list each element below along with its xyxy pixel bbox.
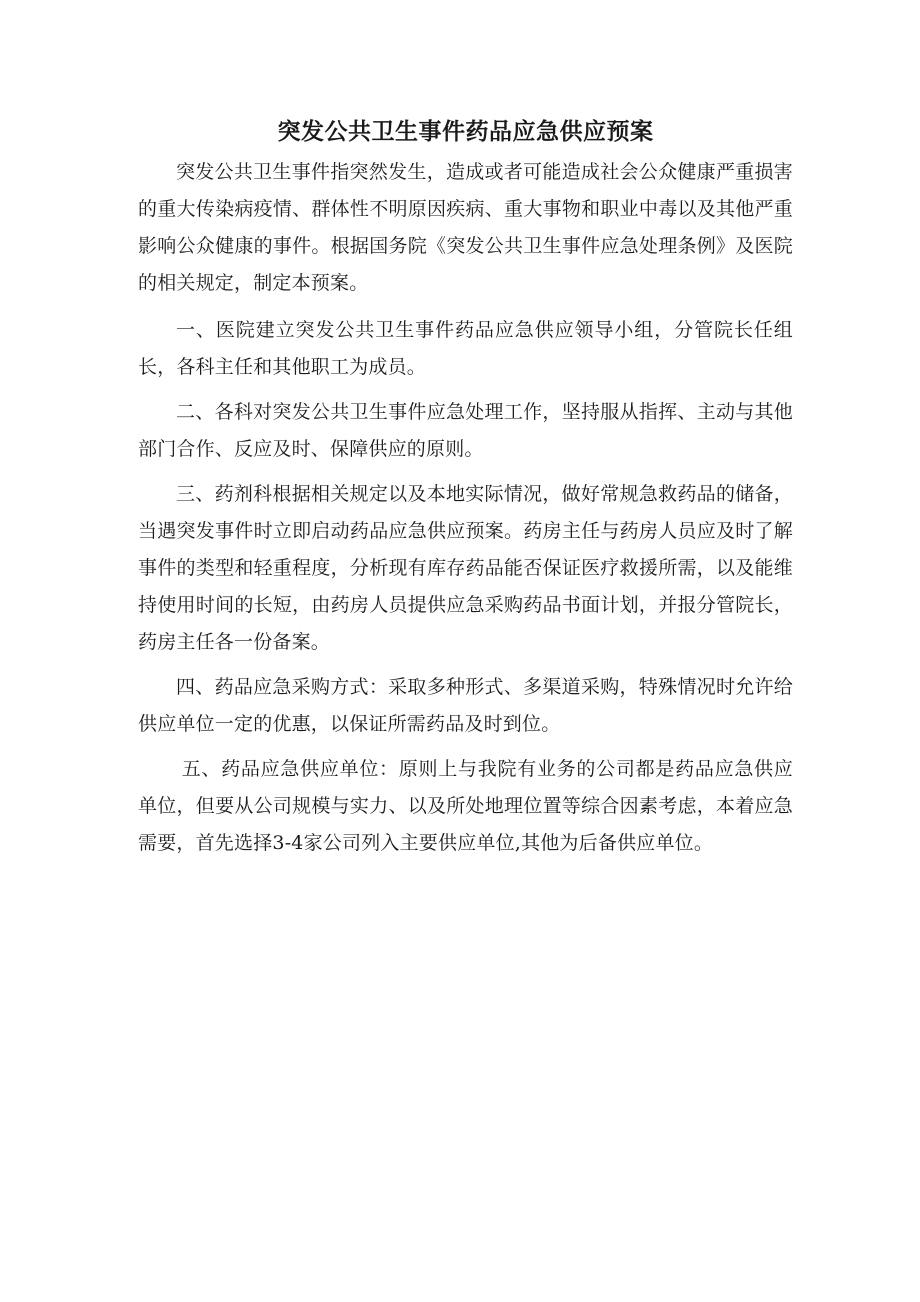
section-1-paragraph: 一、医院建立突发公共卫生事件药品应急供应领导小组，分管院长任组长，各科主任和其他职工为成员。 xyxy=(138,319,793,378)
document-title: 突发公共卫生事件药品应急供应预案 xyxy=(277,118,654,145)
document-page xyxy=(138,112,793,870)
section-2-paragraph: 二、各科对突发公共卫生事件应急处理工作，坚持服从指挥、主动与其他部门合作、反应及时、保障供应的原则。 xyxy=(138,401,793,460)
section-4-paragraph: 四、药品应急采购方式：采取多种形式、多渠道采购，特殊情况时允许给供应单位一定的优惠，以保证所需药品及时到位。 xyxy=(138,676,793,735)
intro-paragraph: 突发公共卫生事件指突然发生，造成或者可能造成社会公众健康严重损害的重大传染病疫情、群体性不明原因疾病、重大事物和职业中毒以及其他严重影响公众健康的事件。根据国务院《突发公共卫生事件应急处理条例》及医院的相关规定，制定本预案。 xyxy=(138,161,793,294)
section-5-paragraph: 五、药品应急供应单位：原则上与我院有业务的公司都是药品应急供应单位，但要从公司规模与实力、以及所处地理位置等综合因素考虑，本着应急需要，首先选择3-4家公司列入主要供应单位,其他为后备供应单位。 xyxy=(138,758,793,854)
section-3-paragraph: 三、药剂科根据相关规定以及本地实际情况，做好常规急救药品的储备，当遇突发事件时立即启动药品应急供应预案。药房主任与药房人员应及时了解事件的类型和轻重程度，分析现有库存药品能否保证医疗救援所需，以及能维持使用时间的长短，由药房人员提供应急采购药品书面计划，并报分管院长，药房主任各一份备案。 xyxy=(138,483,793,653)
